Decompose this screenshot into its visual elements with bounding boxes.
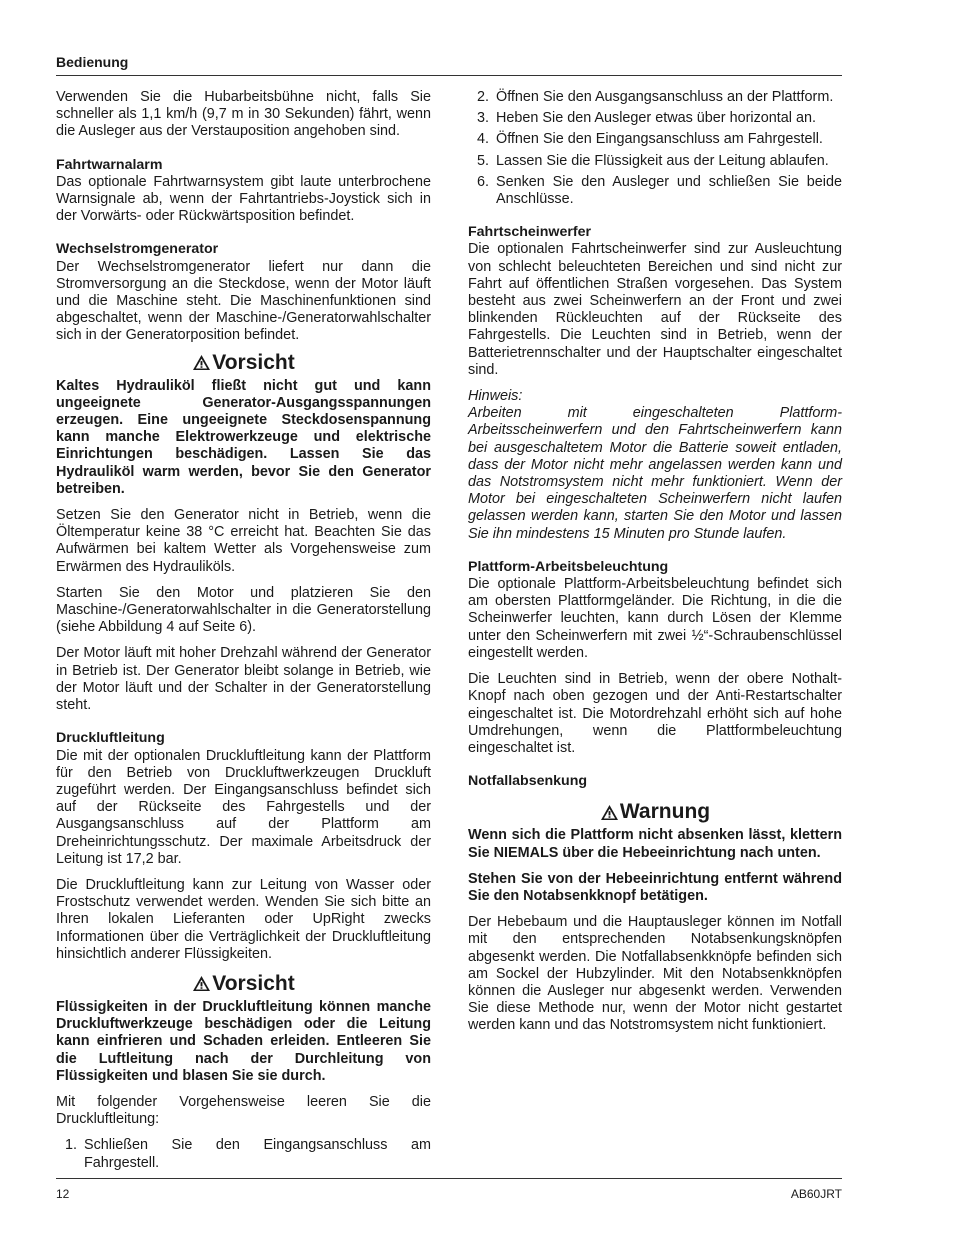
note-body: Arbeiten mit eingeschalteten Plattform-Arbeitsscheinwerfern und den Fahrtscheinwerfern kann bei ausgeschaltetem Motor die Batterie soweit entladen, dass der Motor nicht mehr angelassen werden kann und das Notstromsystem nicht mehr funktioniert. Wenn der Motor bei eingeschalteten Scheinwerfern nicht laufen gelassen werden kann, starten Sie den Motor und lassen Sie ihn mindestens 15 Minuten pro Stunde laufen.	[468, 405, 842, 542]
step-text: Lassen Sie die Flüssigkeit aus der Leitung ablaufen.	[496, 152, 829, 169]
section-heading: Fahrtscheinwerfer	[468, 224, 591, 241]
section-heading: Wechselstromgenerator	[56, 241, 219, 258]
plattform-paragraph-2: Die Leuchten sind in Betrieb, wenn der obere Nothalt-Knopf nach oben gezogen und der Anti-Restartschalter eingeschaltet ist. Die Motordrehzahl erhöht sich auf hohe Umdrehungen, wenn die Plattformbeleuchtung eingeschaltet ist.	[468, 671, 842, 756]
list-item	[468, 174, 842, 208]
generator-paragraph-2: Starten Sie den Motor und platzieren Sie den Maschine-/Generatorwahlschalter in die Generatorstellung (siehe Abbildung 4 auf Seite 6).	[56, 584, 431, 636]
section-heading: Druckluftleitung	[56, 730, 165, 747]
step-number: 1.	[65, 1137, 78, 1154]
model-number: AB60JRT	[790, 1187, 842, 1201]
druckluft-paragraph-2: Die Druckluftleitung kann zur Leitung von Wasser oder Frostschutz verwendet werden. Wenden Sie sich bitte an Ihren lokalen Lieferanten oder UpRight zwecks Informationen über die Verträglichkeit der Druckluftleitung hinsichtlich anderer Flüssigkeiten.	[56, 876, 431, 962]
warning-title-text: Warnung	[619, 800, 711, 824]
left-column	[56, 89, 431, 1181]
note-block	[468, 388, 842, 543]
step-number: 4.	[477, 131, 490, 148]
step-text: Senken Sie den Ausleger und schließen Sie beide Anschlüsse.	[496, 173, 842, 208]
list-item	[468, 89, 842, 106]
section-druckluftleitung	[56, 730, 431, 868]
section-heading: Fahrtwarnalarm	[56, 156, 163, 173]
step-text: Öffnen Sie den Ausgangsanschluss an der Plattform.	[496, 89, 834, 105]
footer-rule	[56, 1178, 842, 1179]
warning-triangle-icon	[192, 975, 211, 992]
warning-body-1: Wenn sich die Plattform nicht absenken lässt, klettern Sie NIEMALS über die Hebeeinrichtung nach unten.	[468, 827, 842, 861]
caution-title-text: Vorsicht	[212, 350, 295, 374]
running-header: Bedienung	[56, 54, 129, 70]
procedure-intro: Mit folgender Vorgehensweise leeren Sie die Druckluftleitung:	[56, 1093, 431, 1128]
procedure-steps-continued	[468, 89, 842, 208]
page-number: 12	[56, 1187, 70, 1201]
list-item	[468, 110, 842, 127]
caution-box	[56, 351, 431, 498]
section-wechselstromgenerator	[56, 241, 431, 344]
step-text: Heben Sie den Ausleger etwas über horizontal an.	[496, 110, 817, 127]
warning-box	[468, 800, 842, 905]
header-rule	[56, 75, 842, 76]
list-item	[468, 131, 842, 148]
section-fahrtwarnalarm	[56, 157, 431, 226]
section-body: Die mit der optionalen Druckluftleitung kann der Plattform für den Betrieb von Druckluftwerkzeugen Druckluft zugeführt werden. Der Eingangsanschluss befindet sich auf der Rückseite des Fahrgestells und der Ausgangsanschluss auf der Plattform am Dreheinrichtungsschutz. Der maximale Arbeitsdruck der Leitung ist 17,2 bar.	[56, 747, 431, 867]
warning-triangle-icon	[600, 804, 619, 821]
section-heading: Plattform-Arbeitsbeleuchtung	[468, 558, 669, 575]
caution-title-text: Vorsicht	[212, 971, 295, 995]
step-text: Schließen Sie den Eingangsanschluss am Fahrgestell.	[84, 1137, 431, 1171]
caution-title	[56, 972, 431, 996]
step-number: 5.	[477, 152, 490, 169]
generator-paragraph-3: Der Motor läuft mit hoher Drehzahl während der Generator in Betrieb ist. Der Generator bleibt solange in Betrieb, wie der Motor läuft und der Schalter in der Generatorstellung steht.	[56, 645, 431, 714]
note-label: Hinweis:	[468, 388, 523, 405]
generator-paragraph-1: Setzen Sie den Generator nicht in Betrieb, wenn die Öltemperatur keine 38 °C erreicht hat. Beachten Sie das Aufwärmen bei kaltem Wetter als Vorgehensweise zum Erwärmen des Hydrauliköls.	[56, 507, 431, 575]
list-item	[56, 1137, 431, 1171]
caution-title	[56, 351, 431, 375]
caution-body: Flüssigkeiten in der Druckluftleitung können manche Druckluftwerkzeuge beschädigen oder die Leitung kann einfrieren und Schaden erleiden. Entleeren Sie die Luftleitung nach der Durchleitung von Flüssigkeiten und blasen Sie sie durch.	[56, 998, 431, 1084]
section-body: Die optionale Plattform-Arbeitsbeleuchtung befindet sich am obersten Plattformgeländer. Die Richtung, in die die Scheinwerfer leuchten, kann durch Lösen der Klemme unter den Scheinwerfern mit zwei ½“-Schraubenschlüssel eingestellt werden.	[468, 576, 842, 661]
section-plattform-arbeitsbeleuchtung	[468, 559, 842, 662]
caution-body: Kaltes Hydrauliköl fließt nicht gut und kann ungeeignete Generator-Ausgangsspannungen erzeugen. Eine ungeeignete Steckdosenspannung kann manche Elektrowerkzeuge und elektrische Einrichtungen beschädigen. Lassen Sie das Hydrauliköl warm werden, bevor Sie den Generator betreiben.	[56, 377, 431, 497]
section-fahrtscheinwerfer	[468, 224, 842, 379]
warning-title	[468, 800, 842, 824]
step-number: 2.	[477, 89, 490, 105]
warning-body-2: Stehen Sie von der Hebeeinrichtung entfernt während Sie den Notabsenkknopf betätigen.	[468, 870, 842, 904]
section-heading-notfallabsenkung: Notfallabsenkung	[468, 773, 588, 790]
right-column	[468, 89, 842, 1044]
step-number: 6.	[477, 173, 490, 190]
notfall-paragraph: Der Hebebaum und die Hauptausleger können im Notfall mit den entsprechenden Notabsenkungsknöpfen abgesenkt werden. Die Notfallabsenkknöpfe befinden sich am Sockel der Hubzylinder. Mit den Notabsenkknöpfen können die Ausleger nur abgesenkt werden. Verwenden Sie diese Methode nur, wenn der Motor nicht gestartet werden kann und das Notstromsystem nicht funktioniert.	[468, 914, 842, 1034]
warning-triangle-icon	[192, 354, 211, 371]
section-body: Das optionale Fahrtwarnsystem gibt laute unterbrochene Warnsignale ab, wenn der Fahrtantriebs-Joystick sich in der Vorwärts- oder Rückwärtsposition befindet.	[56, 173, 431, 225]
list-item	[468, 153, 842, 170]
section-body: Der Wechselstromgenerator liefert nur dann die Stromversorgung an die Steckdose, wenn der Motor läuft und die Maschine steht. Die Maschinenfunktionen sind abgeschaltet, wenn der Maschine-/Generatorwahlschalter sich in der Generatorposition befindet.	[56, 258, 431, 344]
section-body: Die optionalen Fahrtscheinwerfer sind zur Ausleuchtung von schlecht beleuchteten Bereichen und sind nicht zur Fahrt auf öffentlichen Straßen vorgesehen. Das System besteht aus zwei Scheinwerfern an der Front und zwei blinkenden Rückleuchten auf der Rückseite des Fahrgestells. Die Leuchten sind in Betrieb, wenn der Batterietrennschalter und der Hauptschalter eingeschaltet sind.	[468, 241, 842, 378]
caution-box	[56, 972, 431, 1085]
intro-paragraph: Verwenden Sie die Hubarbeitsbühne nicht, falls Sie schneller als 1,1 km/h (9,7 m in 30 Sekunden) fährt, wenn die Ausleger aus der Verstauposition angehoben sind.	[56, 89, 431, 140]
procedure-steps	[56, 1137, 431, 1171]
step-text: Öffnen Sie den Eingangsanschluss am Fahrgestell.	[496, 131, 823, 148]
step-number: 3.	[477, 110, 490, 127]
